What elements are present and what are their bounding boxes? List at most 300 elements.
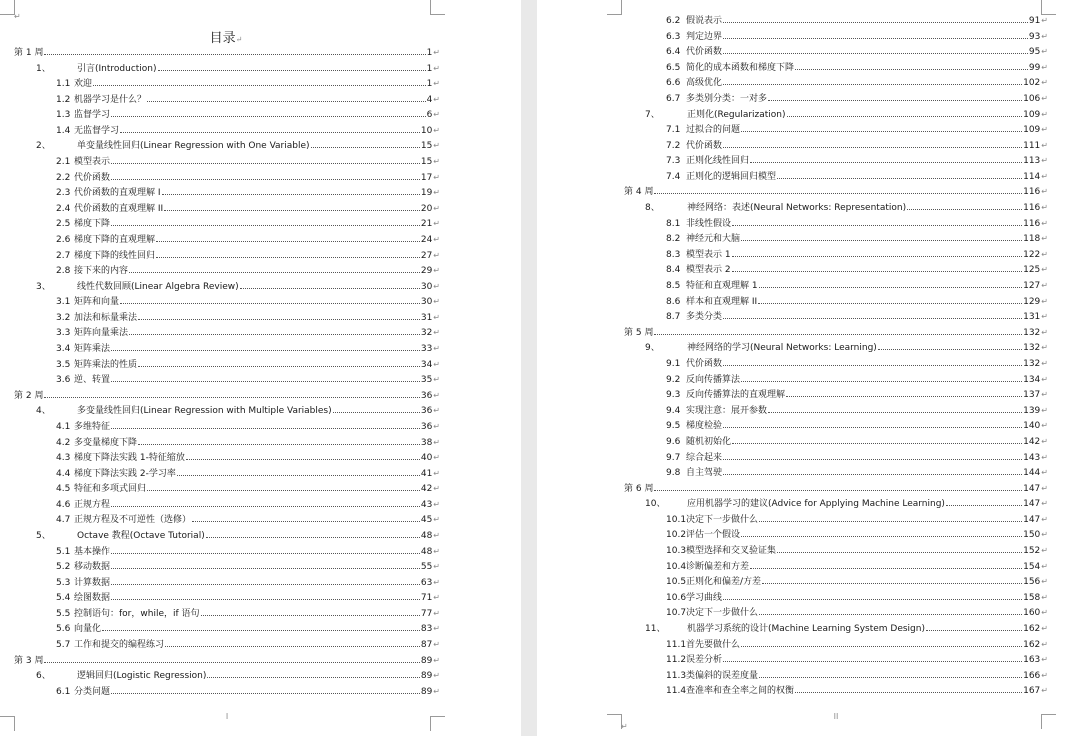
toc-entry-title: 误差分析 (686, 655, 723, 666)
toc-entry-page: 89 (420, 655, 433, 666)
toc-entry-title: 样本和直观理解 II (686, 296, 758, 307)
toc-section-entry[interactable] (666, 294, 1048, 308)
toc-entry-title: 诊断偏差和方差 (686, 561, 750, 572)
toc-dot-leader (177, 466, 420, 476)
toc-entry-number: 3.5 (56, 359, 71, 370)
toc-entry-number: 6.5 (666, 62, 681, 73)
toc-entry-title: 实现注意：展开参数 (686, 405, 768, 416)
toc-section-entry[interactable] (56, 606, 440, 620)
paragraph-mark: ↵ (433, 281, 440, 291)
toc-section-entry[interactable] (56, 310, 440, 324)
toc-week-entry[interactable] (14, 388, 440, 402)
toc-section-entry[interactable] (56, 107, 440, 121)
toc-entry-page: 63 (420, 577, 433, 588)
toc-section-entry[interactable] (56, 341, 440, 355)
toc-entry-page: 10 (420, 125, 433, 136)
paragraph-mark: ↵ (1041, 514, 1048, 524)
toc-entry-number: 6.2 (666, 16, 681, 26)
toc-entry-number: 6、 (36, 671, 51, 682)
toc-entry-title: 应用机器学习的建议(Advice for Applying Machine Learning) (687, 499, 945, 510)
toc-entry-page: 32 (420, 328, 433, 339)
toc-dot-leader (750, 153, 1022, 163)
toc-entry-number: 8、 (645, 203, 660, 214)
toc-section-entry[interactable] (666, 559, 1048, 573)
toc-dot-leader (111, 590, 420, 600)
toc-entry-number: 11、 (645, 624, 666, 634)
paragraph-mark: ↵ (1041, 203, 1048, 213)
paragraph-mark: ↵ (1041, 31, 1048, 41)
paragraph-mark: ↵ (433, 48, 440, 57)
toc-entry-number: 5.3 (56, 577, 71, 588)
paragraph-mark: ↵ (1041, 686, 1048, 696)
toc-entry-title: 模型表示 (74, 157, 111, 168)
toc-dot-leader (158, 61, 426, 71)
toc-section-entry[interactable] (666, 527, 1048, 541)
toc-entry-number: 8.1 (666, 218, 681, 229)
toc-title (176, 27, 276, 46)
toc-entry-number: 8.5 (666, 281, 681, 292)
toc-section-entry[interactable] (666, 216, 1048, 230)
toc-section-entry[interactable] (56, 512, 440, 526)
toc-entry-number: 5.4 (56, 593, 71, 604)
toc-section-entry[interactable] (666, 605, 1048, 619)
toc-section-entry[interactable] (56, 419, 440, 433)
toc-entry-number: 4.5 (56, 484, 71, 495)
toc-dot-leader (111, 684, 420, 694)
toc-entry-title: 控制语句：for，while，if 语句 (74, 608, 200, 619)
toc-section-entry[interactable] (666, 574, 1048, 588)
toc-section-entry[interactable] (666, 434, 1048, 448)
toc-entry-page: 36 (420, 421, 433, 432)
toc-entry-title: 欢迎 (74, 79, 93, 90)
toc-dot-leader (240, 279, 420, 289)
paragraph-mark: ↵ (1041, 577, 1048, 587)
paragraph-mark: ↵ (1041, 16, 1048, 25)
toc-section-entry[interactable] (666, 153, 1048, 167)
toc-section-entry[interactable] (666, 13, 1048, 27)
paragraph-mark: ↵ (433, 468, 440, 478)
toc-entry-title: 计算数据 (74, 577, 111, 588)
toc-entry-title: 梯度下降法实践 2-学习率 (74, 468, 176, 479)
toc-entry-title: 代价函数 (686, 358, 723, 369)
toc-dot-leader (111, 170, 420, 180)
toc-section-entry[interactable] (56, 201, 440, 215)
toc-entry-page: 27 (420, 250, 433, 261)
toc-entry-page: 40 (420, 453, 433, 464)
toc-section-entry[interactable] (56, 248, 440, 262)
paragraph-mark: ↵ (433, 297, 440, 307)
toc-dot-leader (768, 91, 1022, 101)
toc-section-entry[interactable] (56, 263, 440, 277)
toc-section-entry[interactable] (666, 418, 1048, 432)
toc-entry-number: 5、 (36, 530, 51, 541)
toc-entry-number: 7.1 (666, 125, 681, 136)
toc-entry-page: 91 (1028, 16, 1041, 26)
paragraph-mark: ↵ (14, 12, 21, 21)
toc-dot-leader (44, 45, 425, 55)
toc-entry-title: 非线性假设 (686, 218, 732, 229)
toc-entry-number: 2.8 (56, 266, 71, 277)
document-page-left[interactable] (0, 0, 521, 736)
toc-dot-leader (723, 450, 1022, 460)
paragraph-mark: ↵ (433, 562, 440, 572)
toc-section-entry[interactable] (666, 138, 1048, 152)
toc-entry-page: 36 (420, 390, 433, 401)
toc-section-entry[interactable] (56, 357, 440, 371)
paragraph-mark: ↵ (433, 484, 440, 494)
toc-entry-page: 143 (1023, 452, 1041, 463)
paragraph-mark: ↵ (1041, 405, 1048, 415)
paragraph-mark: ↵ (1041, 171, 1048, 181)
toc-dot-leader (129, 263, 420, 273)
toc-title-text: 目录 (209, 31, 236, 46)
toc-entry-page: 137 (1023, 390, 1041, 401)
toc-dot-leader (723, 75, 1022, 85)
toc-entry-page: 129 (1023, 296, 1041, 307)
toc-dot-leader (878, 340, 1022, 350)
toc-entry-number: 8.2 (666, 234, 681, 245)
paragraph-mark: ↵ (1041, 249, 1048, 259)
toc-entry-page: 38 (420, 437, 433, 448)
toc-dot-leader (654, 481, 1022, 491)
paragraph-mark: ↵ (1041, 452, 1048, 462)
toc-week-entry[interactable] (624, 184, 1048, 198)
toc-section-entry[interactable] (56, 544, 440, 558)
toc-dot-leader (723, 309, 1022, 319)
toc-chapter-entry[interactable] (645, 496, 1048, 510)
paragraph-mark: ↵ (433, 141, 440, 151)
toc-week-entry[interactable] (624, 325, 1048, 339)
toc-section-entry[interactable] (666, 60, 1048, 74)
toc-entry-title: 综合起来 (686, 452, 723, 463)
toc-dot-leader (654, 325, 1022, 335)
toc-week-entry[interactable] (14, 653, 440, 667)
toc-section-entry[interactable] (56, 590, 440, 604)
toc-entry-title: 向量化 (74, 624, 102, 635)
toc-entry-number: 9.4 (666, 405, 681, 416)
toc-entry-title: 神经网络的学习(Neural Networks: Learning) (687, 343, 877, 354)
toc-entry-page: 131 (1023, 312, 1041, 323)
toc-section-entry[interactable] (56, 170, 440, 184)
toc-entry-number: 10.2 (666, 530, 687, 541)
toc-section-entry[interactable] (666, 668, 1048, 682)
toc-entry-title: 多变量梯度下降 (74, 437, 138, 448)
toc-entry-page: 132 (1023, 327, 1041, 338)
toc-entry-title: 代价函数 (686, 140, 723, 151)
toc-entry-page: 163 (1023, 655, 1041, 666)
toc-entry-title: 机器学习系统的设计(Machine Learning System Design) (687, 624, 925, 634)
toc-entry-number: 7.3 (666, 156, 681, 167)
toc-section-entry[interactable] (666, 637, 1048, 651)
toc-entry-number: 11.2 (666, 655, 687, 666)
paragraph-mark: ↵ (1041, 281, 1048, 291)
toc-entry-title: 代价函数 (74, 172, 111, 183)
paragraph-mark: ↵ (433, 671, 440, 681)
toc-section-entry[interactable] (666, 356, 1048, 370)
paragraph-mark: ↵ (433, 188, 440, 198)
toc-dot-leader (732, 247, 1023, 257)
toc-entry-number: 9.2 (666, 374, 681, 385)
toc-section-entry[interactable] (666, 247, 1048, 261)
toc-entry-title: 模型表示 2 (686, 265, 731, 276)
page-footer: I (225, 712, 229, 721)
toc-dot-leader (732, 216, 1022, 226)
toc-entry-title: 工作和提交的编程练习 (74, 640, 165, 651)
toc-section-entry[interactable] (666, 91, 1048, 105)
toc-entry-title: 神经元和大脑 (686, 234, 741, 245)
toc-section-entry[interactable] (666, 44, 1048, 58)
toc-section-entry[interactable] (666, 278, 1048, 292)
toc-entry-number: 2.2 (56, 172, 71, 183)
toc-dot-leader (759, 668, 1022, 678)
toc-entry-page: 142 (1023, 436, 1041, 447)
toc-section-entry[interactable] (56, 481, 440, 495)
toc-entry-number: 9.3 (666, 390, 681, 401)
paragraph-mark: ↵ (433, 157, 440, 167)
toc-entry-page: 15 (420, 141, 433, 152)
paragraph-mark: ↵ (1041, 156, 1048, 166)
toc-chapter-entry[interactable] (645, 340, 1048, 354)
toc-entry-title: 基本操作 (74, 546, 111, 557)
toc-entry-page: 113 (1023, 156, 1041, 167)
toc-section-entry[interactable] (666, 122, 1048, 136)
toc-section-entry[interactable] (666, 169, 1048, 183)
toc-section-entry[interactable] (56, 559, 440, 573)
page-corner-mark (430, 716, 445, 731)
toc-section-entry[interactable] (56, 123, 440, 137)
toc-chapter-entry[interactable] (36, 279, 440, 293)
document-page-right[interactable] (537, 0, 1080, 736)
toc-section-entry[interactable] (56, 497, 440, 511)
toc-entry-page: 29 (420, 266, 433, 277)
toc-chapter-entry[interactable] (36, 528, 440, 542)
toc-dot-leader (44, 653, 419, 663)
toc-section-entry[interactable] (666, 231, 1048, 245)
paragraph-mark: ↵ (433, 110, 440, 120)
toc-dot-leader (162, 185, 420, 195)
toc-entry-number: 4.1 (56, 421, 71, 432)
toc-chapter-entry[interactable] (645, 621, 1048, 635)
paragraph-mark: ↵ (433, 608, 440, 618)
paragraph-mark: ↵ (1041, 93, 1048, 103)
paragraph-mark: ↵ (1041, 343, 1048, 353)
toc-section-entry[interactable] (666, 372, 1048, 386)
toc-entry-number: 11.1 (666, 639, 687, 650)
toc-entry-page: 43 (420, 499, 433, 510)
toc-entry-title: 代价函数 (686, 47, 723, 58)
toc-entry-page: 48 (420, 546, 433, 557)
toc-entry-title: 多变量线性回归(Linear Regression with Multiple Variables) (77, 406, 332, 417)
toc-section-entry[interactable] (666, 75, 1048, 89)
paragraph-mark: ↵ (1041, 546, 1048, 556)
toc-entry-number: 9、 (645, 343, 660, 354)
toc-entry-page: 33 (420, 344, 433, 355)
toc-dot-leader (156, 248, 420, 258)
toc-entry-page: 162 (1023, 639, 1041, 650)
page-corner-mark (0, 0, 15, 15)
paragraph-mark: ↵ (1041, 234, 1048, 244)
toc-section-entry[interactable] (56, 372, 440, 386)
toc-entry-page: 140 (1023, 421, 1041, 432)
toc-section-entry[interactable] (56, 450, 440, 464)
toc-entry-page: 83 (420, 624, 433, 635)
toc-entry-title: 首先要做什么 (686, 639, 741, 650)
paragraph-mark: ↵ (433, 515, 440, 525)
toc-dot-leader (768, 403, 1022, 413)
toc-dot-leader (111, 575, 420, 585)
toc-chapter-entry[interactable] (36, 61, 440, 75)
toc-week-entry[interactable] (624, 481, 1048, 495)
toc-entry-number: 9.5 (666, 421, 681, 432)
toc-entry-title: 多维特征 (74, 421, 111, 432)
toc-entry-number: 4、 (36, 406, 51, 417)
toc-section-entry[interactable] (666, 29, 1048, 43)
toc-chapter-entry[interactable] (36, 138, 440, 152)
toc-entry-title: 代价函数的直观理解 II (74, 203, 164, 214)
toc-section-entry[interactable] (56, 92, 440, 106)
toc-dot-leader (164, 201, 420, 211)
toc-dot-leader (111, 544, 420, 554)
toc-entry-page: 162 (1023, 624, 1041, 634)
toc-dot-leader (741, 637, 1022, 647)
toc-dot-leader (723, 590, 1022, 600)
toc-section-entry[interactable] (56, 154, 440, 168)
toc-section-entry[interactable] (666, 652, 1048, 666)
toc-entry-title: 矩阵和向量 (74, 297, 120, 308)
paragraph-mark: ↵ (433, 453, 440, 463)
paragraph-mark: ↵ (1041, 436, 1048, 446)
paragraph-mark: ↵ (1041, 140, 1048, 150)
paragraph-mark: ↵ (1041, 265, 1048, 275)
toc-entry-title: 特征和多项式回归 (74, 484, 147, 495)
toc-entry-number: 2、 (36, 141, 51, 152)
toc-section-entry[interactable] (56, 216, 440, 230)
toc-entry-page: 102 (1023, 78, 1041, 89)
toc-section-entry[interactable] (666, 450, 1048, 464)
toc-entry-title: 梯度下降的直观理解 (74, 234, 156, 245)
toc-section-entry[interactable] (56, 684, 440, 698)
page-corner-mark (430, 0, 445, 15)
toc-entry-number: 6.4 (666, 47, 681, 58)
toc-section-entry[interactable] (666, 403, 1048, 417)
toc-entry-number: 1、 (36, 63, 51, 74)
toc-entry-title: 正则化线性回归 (686, 156, 750, 167)
toc-entry-page: 87 (420, 640, 433, 651)
toc-dot-leader (111, 154, 420, 164)
toc-dot-leader (732, 434, 1022, 444)
toc-section-entry[interactable] (666, 262, 1048, 276)
toc-section-entry[interactable] (56, 435, 440, 449)
toc-entry-title: 简化的成本函数和梯度下降 (686, 62, 795, 73)
toc-entry-page: 30 (420, 297, 433, 308)
paragraph-mark: ↵ (1041, 312, 1048, 322)
toc-dot-leader (44, 388, 419, 398)
toc-entry-page: 139 (1023, 405, 1041, 416)
toc-entry-page: 77 (420, 608, 433, 619)
toc-section-entry[interactable] (56, 232, 440, 246)
toc-entry-number: 7.2 (666, 140, 681, 151)
toc-entry-title: 第 2 周 (14, 390, 44, 401)
toc-section-entry[interactable] (666, 512, 1048, 526)
paragraph-mark: ↵ (433, 655, 440, 665)
toc-section-entry[interactable] (666, 387, 1048, 401)
paragraph-mark: ↵ (433, 375, 440, 385)
toc-dot-leader (795, 683, 1022, 693)
toc-entry-page: 132 (1023, 358, 1041, 369)
paragraph-mark: ↵ (433, 546, 440, 556)
toc-entry-number: 3.3 (56, 328, 71, 339)
toc-section-entry[interactable] (666, 309, 1048, 323)
toc-entry-number: 3.2 (56, 312, 71, 323)
toc-week-entry[interactable] (14, 45, 440, 59)
toc-entry-title: 正则化(Regularization) (687, 109, 786, 120)
toc-section-entry[interactable] (666, 543, 1048, 557)
toc-entry-title: 接下来的内容 (74, 266, 129, 277)
toc-dot-leader (147, 481, 420, 491)
toc-entry-title: 第 3 周 (14, 655, 44, 666)
toc-dot-leader (759, 605, 1022, 615)
toc-section-entry[interactable] (666, 465, 1048, 479)
toc-chapter-entry[interactable] (645, 107, 1048, 121)
toc-entry-page: 147 (1023, 499, 1041, 510)
toc-section-entry[interactable] (666, 683, 1048, 697)
toc-entry-title: 过拟合的问题 (686, 125, 741, 136)
toc-entry-title: 逆、转置 (74, 375, 111, 386)
toc-section-entry[interactable] (56, 76, 440, 90)
toc-section-entry[interactable] (56, 575, 440, 589)
toc-entry-page: 15 (420, 157, 433, 168)
toc-entry-title: 正则化的逻辑回归模型 (686, 171, 777, 182)
page-corner-mark (607, 0, 622, 15)
toc-entry-page: 30 (420, 281, 433, 292)
paragraph-mark: ↵ (433, 172, 440, 182)
toc-section-entry[interactable] (56, 621, 440, 635)
paragraph-mark: ↵ (1041, 592, 1048, 602)
toc-entry-page: 1 (426, 79, 433, 90)
toc-entry-page: 106 (1023, 93, 1041, 104)
toc-section-entry[interactable] (56, 325, 440, 339)
toc-entry-title: 矩阵乘法的性质 (74, 359, 138, 370)
toc-chapter-entry[interactable] (36, 668, 440, 682)
toc-entry-number: 1.3 (56, 110, 71, 121)
toc-dot-leader (111, 372, 420, 382)
toc-chapter-entry[interactable] (36, 403, 440, 417)
paragraph-mark: ↵ (433, 624, 440, 634)
toc-entry-number: 10.3 (666, 546, 687, 557)
paragraph-mark: ↵ (433, 125, 440, 135)
paragraph-mark: ↵ (1041, 499, 1048, 509)
toc-entry-number: 4.6 (56, 499, 71, 510)
toc-entry-number: 8.7 (666, 312, 681, 323)
toc-entry-page: 21 (420, 219, 433, 230)
toc-section-entry[interactable] (56, 294, 440, 308)
paragraph-mark: ↵ (433, 437, 440, 447)
toc-entry-title: 评估一个假设 (686, 530, 741, 541)
toc-section-entry[interactable] (56, 185, 440, 199)
toc-entry-page: 31 (420, 312, 433, 323)
toc-entry-title: 假说表示 (686, 16, 723, 26)
toc-chapter-entry[interactable] (645, 200, 1048, 214)
toc-section-entry[interactable] (56, 637, 440, 651)
toc-entry-page: 71 (420, 593, 433, 604)
paragraph-mark: ↵ (1041, 358, 1048, 368)
toc-entry-title: 多类别分类：一对多 (686, 93, 768, 104)
toc-section-entry[interactable] (56, 466, 440, 480)
toc-section-entry[interactable] (666, 590, 1048, 604)
toc-entry-number: 2.3 (56, 188, 71, 199)
toc-entry-number: 1.4 (56, 125, 71, 136)
toc-dot-leader (206, 528, 420, 538)
